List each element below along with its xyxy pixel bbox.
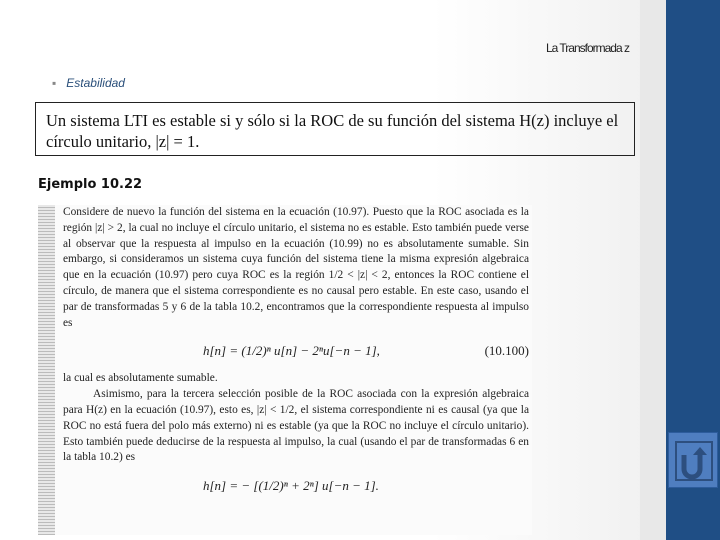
side-strip xyxy=(640,0,666,540)
bullet-dot: ▪ xyxy=(52,76,57,90)
example-title: Ejemplo 10.22 xyxy=(38,177,143,192)
paragraph: la cual es absolutamente sumable. xyxy=(63,372,218,385)
return-button[interactable] xyxy=(668,432,718,488)
paragraph: Asimismo, para la tercera selección posible de la ROC asociada con la expresión algebraica para H(z) en la ecuación (10.97), esto es, |z| < 1/2, el sistema correspondiente ni es causal (ya que la ROC no está fuera del polo más externo) ni es estable (ya que la ROC no incluye el círculo unitario). Esto también puede deducirse de la respuesta al impulso, la cual (usando el par de transformadas 6 en la tabla 10.2) es xyxy=(63,388,529,464)
equation-number: (10.100) xyxy=(484,343,529,359)
bullet-item xyxy=(52,76,125,90)
equation xyxy=(63,331,529,371)
equation-text: h[n] = − [(1/2)ⁿ + 2ⁿ] u[−n − 1]. xyxy=(203,478,379,494)
theorem-box: Un sistema LTI es estable si y sólo si la ROC de su función del sistema H(z) incluye el círculo unitario, |z| = 1. xyxy=(35,102,635,156)
scan-edge xyxy=(38,205,55,535)
paragraph: Considere de nuevo la función del sistema en la ecuación (10.97). Puesto que la ROC asociada es la región |z| > 2, la cual no incluye el círculo unitario, el sistema no es estable. Esto también puede verse al observar que la respuesta al impulso en la ecuación (10.99) no es absolutamente sumable. Sin embargo, si consideramos un sistema cuya función del sistema tiene la misma expresión algebraica que en la ecuación (10.97) pero cuya ROC es la región 1/2 < |z| < 2, entonces la ROC contiene el círculo, de manera que el sistema correspondiente es no causal pero estable. En este caso, usando el par de transformadas 5 y 6 de la tabla 10.2, encontramos que la correspondiente respuesta al impulso es xyxy=(63,206,529,329)
return-arrow-icon xyxy=(675,441,713,481)
equation xyxy=(63,466,529,506)
slide-title: La Transformada z xyxy=(545,41,629,55)
bullet-text: Estabilidad xyxy=(66,76,125,90)
scanned-text xyxy=(38,205,532,535)
equation-text: h[n] = (1/2)ⁿ u[n] − 2ⁿu[−n − 1], xyxy=(203,343,380,359)
